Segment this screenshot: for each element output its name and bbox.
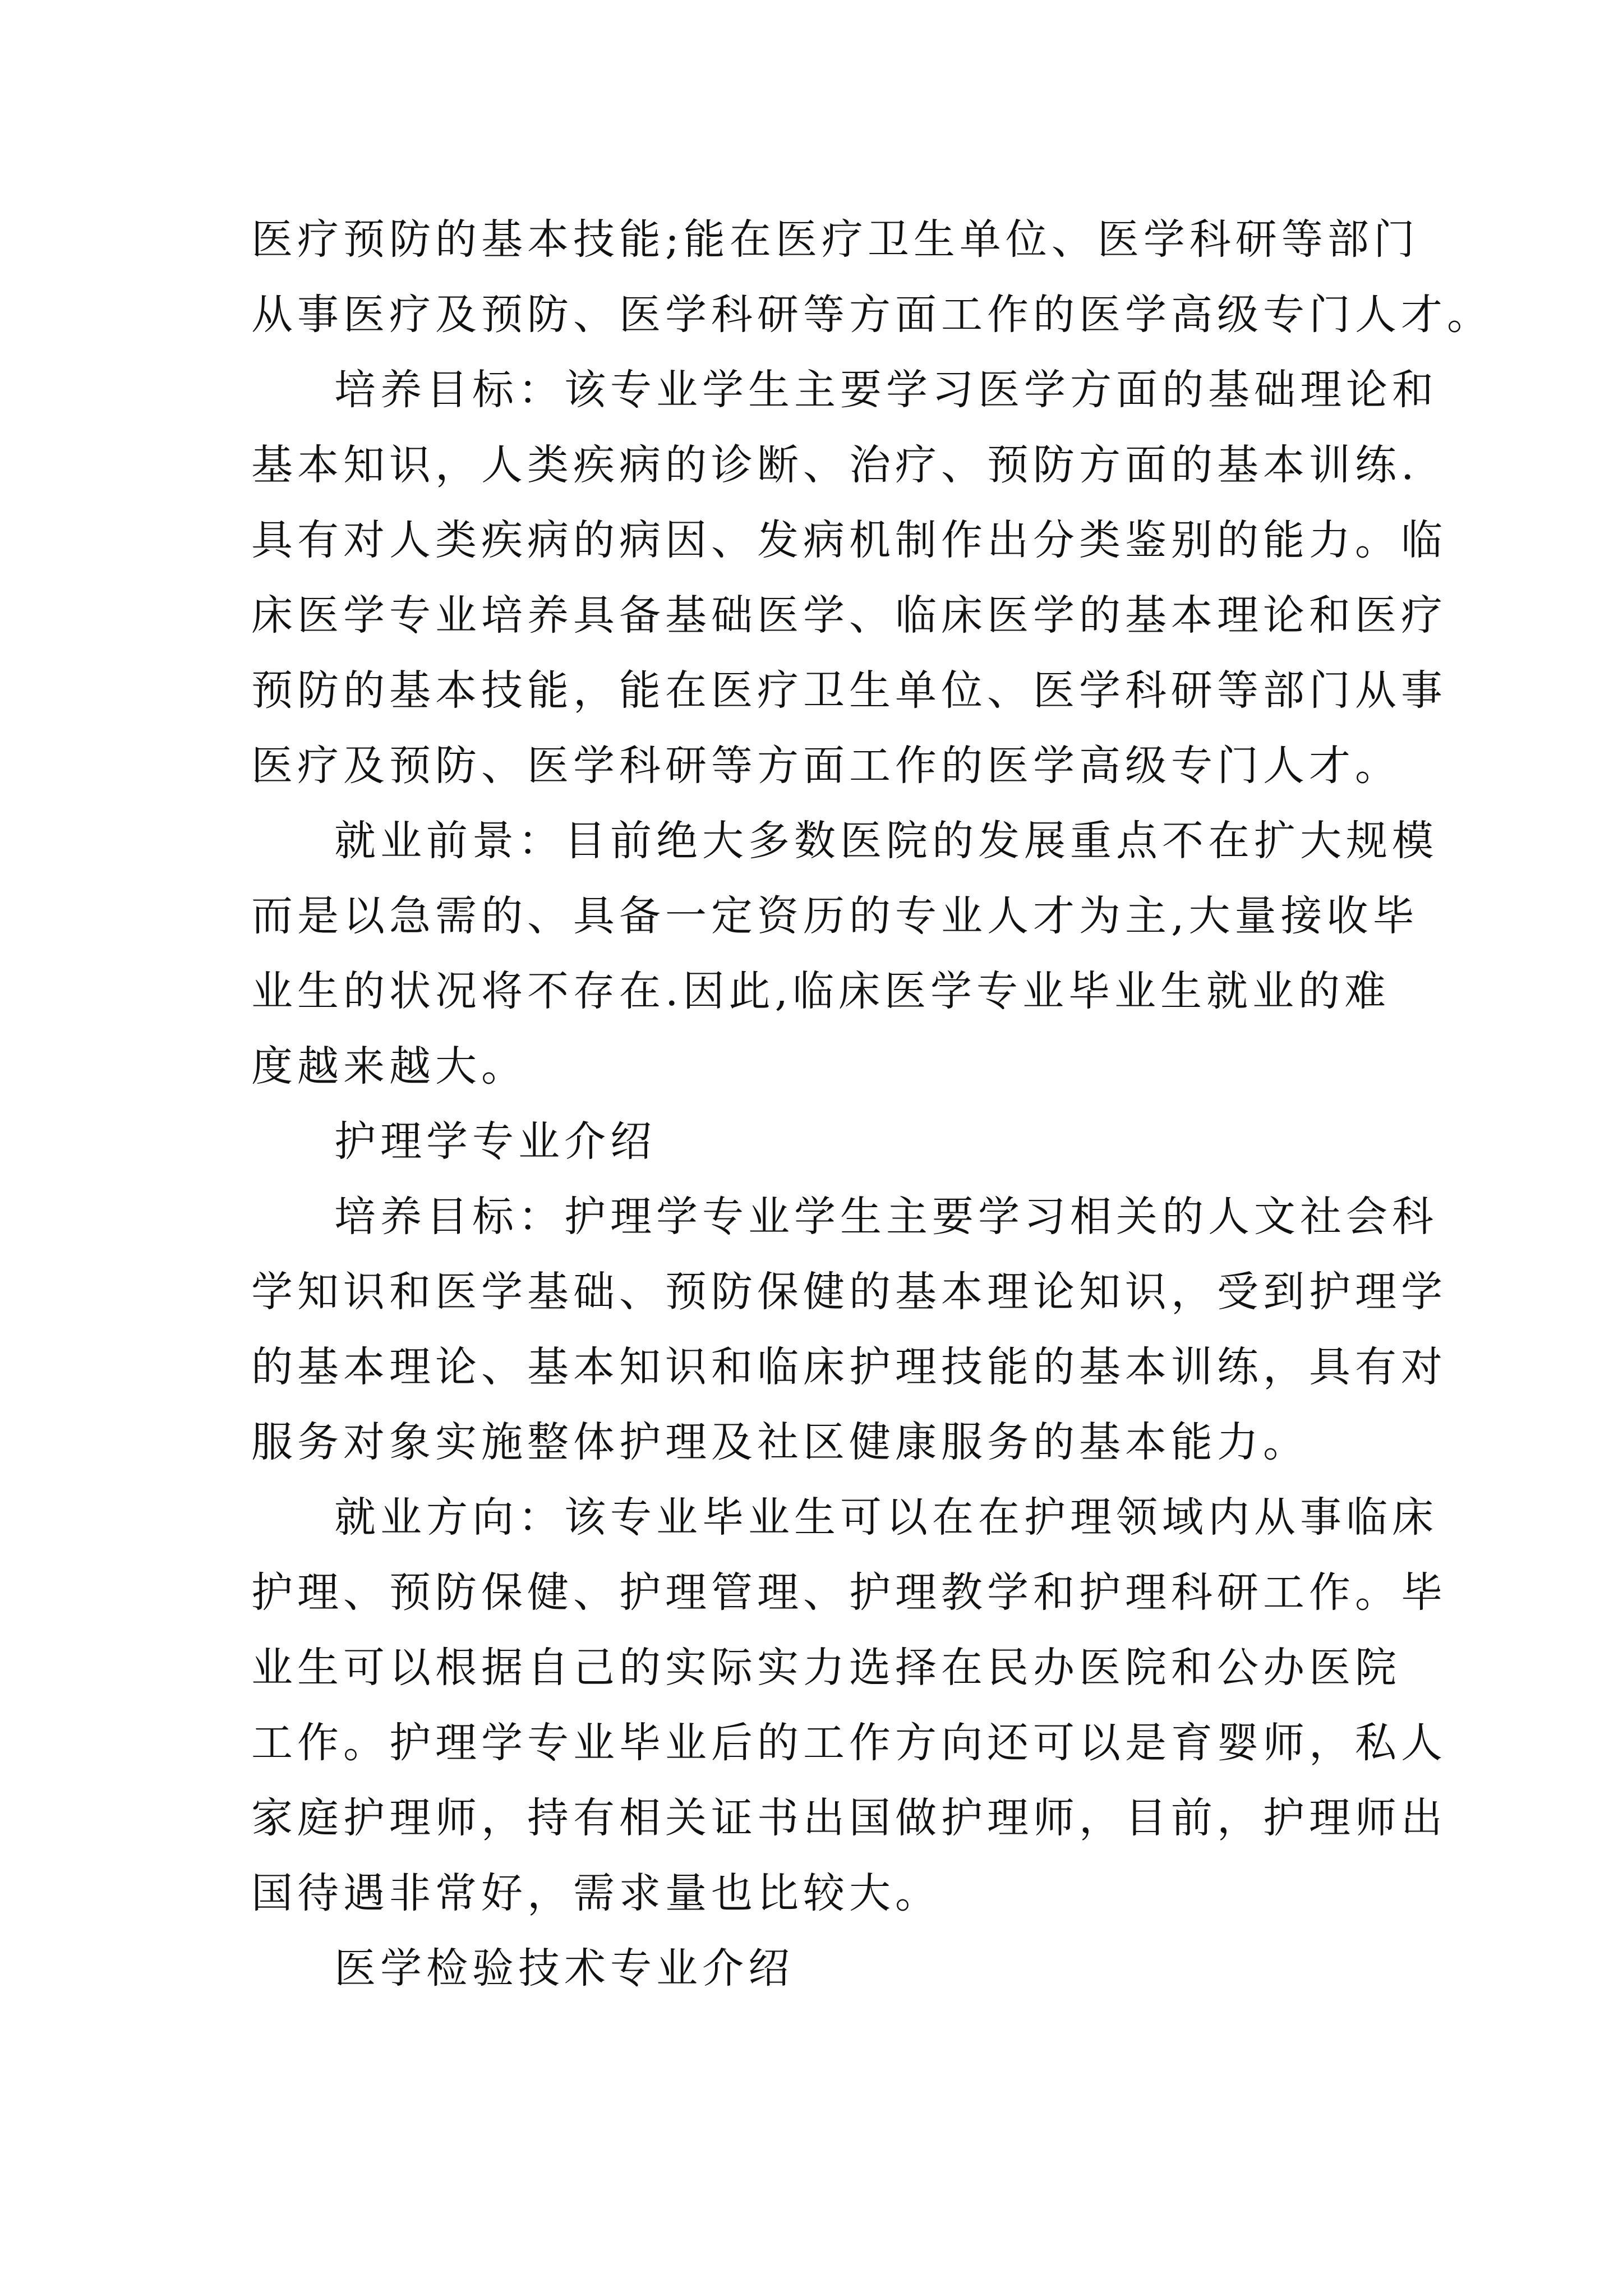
text-line: 业生可以根据自己的实际实力选择在民办医院和公办医院: [251, 1644, 1401, 1692]
text-line: 预防的基本技能，能在医疗卫生单位、医学科研等部门从事: [251, 666, 1447, 715]
text-line: 家庭护理师，持有相关证书出国做护理师，目前，护理师出: [251, 1794, 1447, 1842]
document-body: [251, 202, 1493, 2006]
paragraph-start-line: 就业方向：该专业毕业生可以在在护理领域内从事临床: [334, 1493, 1438, 1542]
text-line: 床医学专业培养具备基础医学、临床医学的基本理论和医疗: [251, 591, 1447, 639]
text-line: 护理、预防保健、护理管理、护理教学和护理科研工作。毕: [251, 1568, 1447, 1617]
text-line: 具有对人类疾病的病因、发病机制作出分类鉴别的能力。临: [251, 516, 1447, 564]
text-line: 业生的状况将不存在.因此,临床医学专业毕业生就业的难: [251, 967, 1391, 1015]
text-line: 从事医疗及预防、医学科研等方面工作的医学高级专门人才。: [251, 291, 1493, 339]
text-line: 而是以急需的、具备一定资历的专业人才为主,大量接收毕: [251, 892, 1419, 940]
text-line: 基本知识，人类疾病的诊断、治疗、预防方面的基本训练.: [251, 441, 1419, 489]
text-line: 的基本理论、基本知识和临床护理技能的基本训练，具有对: [251, 1343, 1447, 1391]
paragraph-start-line: 就业前景：目前绝大多数医院的发展重点不在扩大规模: [334, 817, 1438, 865]
text-line: 医疗预防的基本技能;能在医疗卫生单位、医学科研等部门: [251, 215, 1419, 264]
text-line: 国待遇非常好，需求量也比较大。: [251, 1869, 941, 1917]
paragraph-start-line: 培养目标：护理学专业学生主要学习相关的人文社会科: [334, 1193, 1438, 1241]
text-line: 工作。护理学专业毕业后的工作方向还可以是育婴师，私人: [251, 1719, 1447, 1767]
section-heading-nursing: 护理学专业介绍: [334, 1117, 656, 1166]
text-line: 医疗及预防、医学科研等方面工作的医学高级专门人才。: [251, 742, 1401, 790]
text-line: 学知识和医学基础、预防保健的基本理论知识，受到护理学: [251, 1268, 1447, 1316]
paragraph-start-line: 培养目标：该专业学生主要学习医学方面的基础理论和: [334, 366, 1438, 414]
text-line: 度越来越大。: [251, 1042, 527, 1091]
text-line: 服务对象实施整体护理及社区健康服务的基本能力。: [251, 1418, 1309, 1466]
section-heading-lab-medicine: 医学检验技术专业介绍: [334, 1944, 794, 1993]
